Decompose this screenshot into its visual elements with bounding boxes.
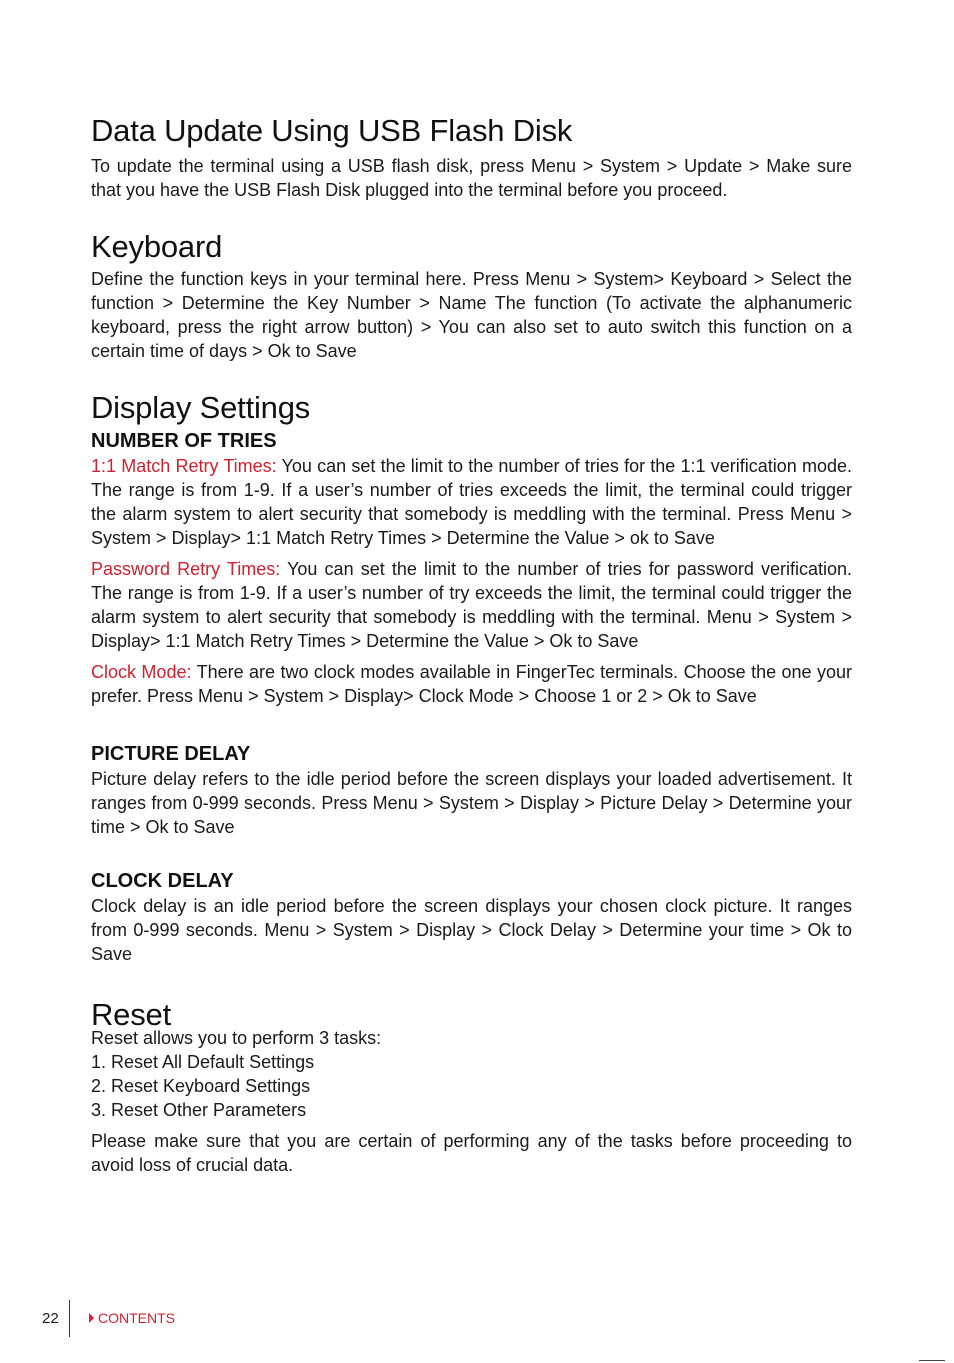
- picture-delay-paragraph: Picture delay refers to the idle period before the screen displays your loaded advertisement. It ranges from 0-999 seconds. Press Menu > System > Display > Picture Delay > Determine your time > Ok to Save: [91, 769, 852, 837]
- list-item: 2. Reset Keyboard Settings: [91, 1076, 311, 1096]
- clock-mode-label: Clock Mode:: [91, 662, 192, 682]
- caret-right-icon: [89, 1313, 94, 1323]
- subheading-clock-delay: CLOCK DELAY: [91, 870, 234, 892]
- page-footer: [0, 1300, 954, 1340]
- contents-link[interactable]: [89, 1310, 175, 1326]
- corner-rule: [919, 1360, 945, 1361]
- section-title-reset: Reset: [91, 997, 171, 1032]
- page-content: [91, 112, 852, 1177]
- section-title-display: Display Settings: [91, 390, 311, 425]
- usb-paragraph: To update the terminal using a USB flash disk, press Menu > System > Update > Make sure that you have the USB Flash Disk plugged into the terminal before you proceed.: [91, 156, 852, 200]
- list-item: 3. Reset Other Parameters: [91, 1100, 307, 1120]
- clock-mode-paragraph: [91, 660, 852, 708]
- subheading-number-of-tries: NUMBER OF TRIES: [91, 430, 277, 452]
- footer-divider: [69, 1300, 70, 1337]
- reset-task-list: [91, 1050, 852, 1122]
- reset-note: Please make sure that you are certain of performing any of the tasks before proceeding to avoid loss of crucial data.: [91, 1131, 852, 1175]
- match-retry-text: You can set the limit to the number of tries for the 1:1 verification mode. The range is from 1-9. If a user’s number of tries exceeds the limit, the terminal could trigger the alarm system to alert security that somebody is meddling with the terminal. Press Menu > System > Display> 1:1 Match Retry Times > Determine the Value > ok to Save: [91, 456, 853, 548]
- clock-mode-text: There are two clock modes available in FingerTec terminals. Choose the one your prefer. Press Menu > System > Display> Clock Mode > Choose 1 or 2 > Ok to Save: [91, 662, 852, 706]
- section-title-keyboard: Keyboard: [91, 229, 223, 264]
- subheading-picture-delay: PICTURE DELAY: [91, 743, 251, 765]
- page-number: 22: [42, 1310, 59, 1327]
- password-retry-label: Password Retry Times:: [91, 559, 281, 579]
- list-item: 1. Reset All Default Settings: [91, 1052, 315, 1072]
- match-retry-label: 1:1 Match Retry Times:: [91, 456, 277, 476]
- password-retry-paragraph: [91, 557, 852, 653]
- password-retry-text: You can set the limit to the number of tries for password verification. The range is from 1-9. If a user’s number of try exceeds the limit, the terminal could trigger the alarm system to alert security that somebody is meddling with the terminal. Menu > System > Display> 1:1 Match Retry Times > Determine the Value > Ok to Save: [91, 559, 853, 651]
- match-retry-paragraph: [91, 454, 852, 550]
- clock-delay-paragraph: Clock delay is an idle period before the screen displays your chosen clock picture. It ranges from 0-999 seconds. Menu > System > Display > Clock Delay > Determine your time > Ok to Save: [91, 896, 852, 964]
- keyboard-paragraph: Define the function keys in your terminal here. Press Menu > System> Keyboard > Select the function > Determine the Key Number > Name The function (To activate the alphanumeric keyboard, press the right arrow button) > You can also set to auto switch this function on a certain time of days > Ok to Save: [91, 269, 852, 361]
- section-title-usb: Data Update Using USB Flash Disk: [91, 113, 573, 148]
- contents-link-label: CONTENTS: [98, 1310, 175, 1326]
- reset-intro: Reset allows you to perform 3 tasks:: [91, 1028, 382, 1048]
